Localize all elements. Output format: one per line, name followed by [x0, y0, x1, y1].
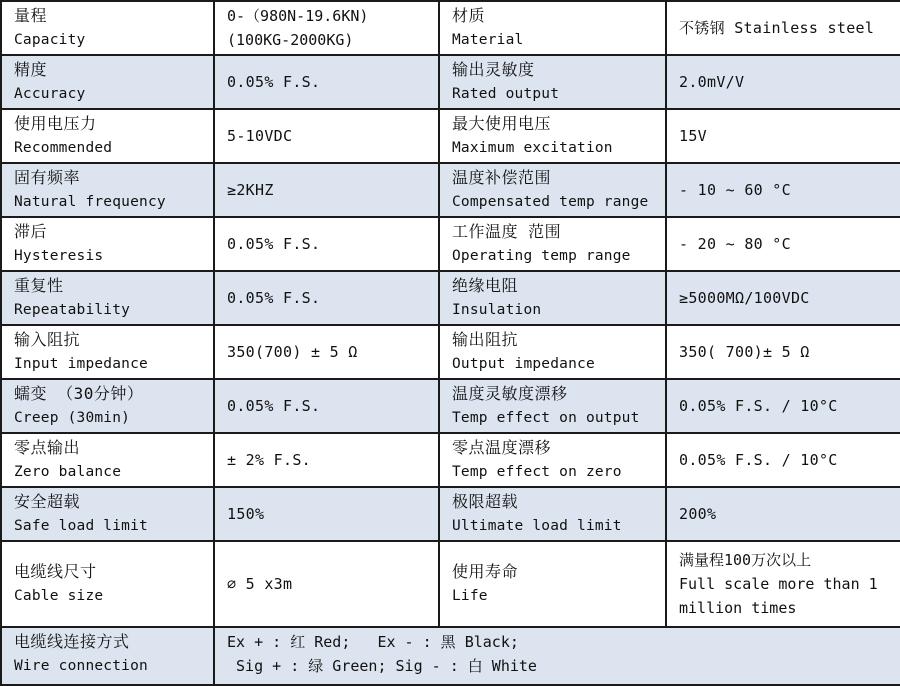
label-cn: 输出阻抗 [452, 330, 519, 349]
label-cell [1, 433, 214, 487]
label-cn: 工作温度 范围 [452, 222, 562, 241]
wire-line-2: Sig + : 绿 Green; Sig - : 白 White [227, 657, 537, 675]
label-en: Accuracy [14, 86, 86, 102]
value-cell [214, 55, 439, 109]
value: 0.05% F.S. / 10°C [679, 451, 838, 469]
value-cell [666, 271, 900, 325]
label-en: Temp effect on zero [452, 464, 622, 480]
label-cell [1, 217, 214, 271]
table-row [1, 487, 900, 541]
value-line2: Full scale more than 1 [679, 575, 878, 593]
label-cell [439, 541, 666, 627]
label-en: Wire connection [14, 658, 148, 674]
label-en: Recommended [14, 140, 113, 156]
label-cn: 蠕变 （30分钟） [14, 384, 144, 403]
label-cn: 温度灵敏度漂移 [452, 384, 568, 403]
label-cell [1, 541, 214, 627]
label-cell [1, 325, 214, 379]
table-row [1, 325, 900, 379]
value-cell [666, 109, 900, 163]
label-cn: 绝缘电阻 [452, 276, 519, 295]
label-en: Insulation [452, 302, 542, 318]
value: 150% [227, 505, 265, 523]
value-cell [666, 217, 900, 271]
label-cell [439, 1, 666, 55]
value-cell [666, 487, 900, 541]
label-en: Rated output [452, 86, 560, 102]
table-row [1, 109, 900, 163]
label-cn: 量程 [14, 6, 48, 25]
label-en: Natural frequency [14, 194, 166, 210]
value-cell [214, 1, 439, 55]
value-cell [666, 433, 900, 487]
label-en: Life [452, 588, 488, 604]
label-en: Capacity [14, 32, 86, 48]
value-cell [214, 163, 439, 217]
value-cell [666, 325, 900, 379]
label-en: Operating temp range [452, 248, 631, 264]
table-row [1, 541, 900, 627]
label-cn: 温度补偿范围 [452, 168, 552, 187]
label-cn: 零点温度漂移 [452, 438, 552, 457]
value-cell [214, 433, 439, 487]
value: 满量程100万次以上 [679, 551, 812, 569]
value-cell [214, 325, 439, 379]
label-cell [439, 217, 666, 271]
value-cell [666, 541, 900, 627]
label-en: Repeatability [14, 302, 131, 318]
label-cell [439, 379, 666, 433]
label-cn: 使用寿命 [452, 562, 519, 581]
value-cell [214, 379, 439, 433]
label-cn: 精度 [14, 60, 48, 79]
label-cell [439, 109, 666, 163]
label-cell [439, 325, 666, 379]
value: 0.05% F.S. [227, 289, 321, 307]
label-cell [1, 271, 214, 325]
value: - 20 ~ 80 °C [679, 235, 791, 253]
label-cn: 极限超载 [452, 492, 519, 511]
label-cn: 零点输出 [14, 438, 81, 457]
value: 0-（980N-19.6KN) [227, 7, 369, 25]
value: 0.05% F.S. [227, 73, 321, 91]
label-en: Ultimate load limit [452, 518, 622, 534]
value-cell [666, 379, 900, 433]
value: 0.05% F.S. / 10°C [679, 397, 838, 415]
label-cn: 最大使用电压 [452, 114, 552, 133]
label-en: Material [452, 32, 524, 48]
label-cn: 使用电压力 [14, 114, 97, 133]
value-cell [666, 55, 900, 109]
value-line2: (100KG-2000KG) [227, 31, 354, 49]
value: - 10 ~ 60 °C [679, 181, 791, 199]
value: 350(700) ± 5 Ω [227, 343, 358, 361]
value-cell [214, 109, 439, 163]
label-cn: 电缆线连接方式 [14, 632, 130, 651]
label-en: Safe load limit [14, 518, 148, 534]
label-cell [439, 55, 666, 109]
label-cell [439, 271, 666, 325]
table-row [1, 217, 900, 271]
label-en: Cable size [14, 588, 104, 604]
wire-connection-cell [214, 627, 900, 685]
label-cn: 电缆线尺寸 [14, 562, 97, 581]
value-cell [214, 487, 439, 541]
label-en: Input impedance [14, 356, 148, 372]
value: ± 2% F.S. [227, 451, 311, 469]
label-cell [439, 163, 666, 217]
value-cell [666, 163, 900, 217]
value-cell [214, 541, 439, 627]
label-cn: 固有频率 [14, 168, 81, 187]
label-cell [1, 55, 214, 109]
table-row [1, 627, 900, 685]
label-en: Creep (30min) [14, 410, 131, 426]
label-en: Compensated temp range [452, 194, 649, 210]
value-cell [214, 217, 439, 271]
value: 15V [679, 127, 707, 145]
label-cn: 输出灵敏度 [452, 60, 535, 79]
value: 0.05% F.S. [227, 235, 321, 253]
value: 不锈钢 Stainless steel [679, 19, 875, 37]
table-row [1, 379, 900, 433]
value: ⌀ 5 x3m [227, 575, 293, 593]
table-row [1, 55, 900, 109]
value-cell [666, 1, 900, 55]
label-cell [1, 1, 214, 55]
label-cn: 安全超载 [14, 492, 81, 511]
table-row [1, 433, 900, 487]
label-en: Zero balance [14, 464, 122, 480]
label-en: Hysteresis [14, 248, 104, 264]
label-cell [1, 627, 214, 685]
table-row [1, 163, 900, 217]
value: 5-10VDC [227, 127, 293, 145]
label-cell [439, 433, 666, 487]
label-cn: 材质 [452, 6, 486, 25]
wire-line-1: Ex + : 红 Red; Ex - : 黑 Black; [227, 633, 519, 651]
label-cell [1, 379, 214, 433]
table-row [1, 1, 900, 55]
value: 0.05% F.S. [227, 397, 321, 415]
value: 350( 700)± 5 Ω [679, 343, 810, 361]
value-cell [214, 271, 439, 325]
label-cn: 滞后 [14, 222, 48, 241]
value: ≥5000MΩ/100VDC [679, 289, 810, 307]
value: ≥2KHZ [227, 181, 274, 199]
value: 200% [679, 505, 717, 523]
label-en: Maximum excitation [452, 140, 613, 156]
label-cell [1, 487, 214, 541]
label-cn: 输入阻抗 [14, 330, 81, 349]
label-cn: 重复性 [14, 276, 64, 295]
value-line3: million times [679, 599, 797, 617]
label-en: Output impedance [452, 356, 595, 372]
table-row [1, 271, 900, 325]
value: 2.0mV/V [679, 73, 745, 91]
label-cell [1, 163, 214, 217]
label-en: Temp effect on output [452, 410, 640, 426]
label-cell [1, 109, 214, 163]
label-cell [439, 487, 666, 541]
